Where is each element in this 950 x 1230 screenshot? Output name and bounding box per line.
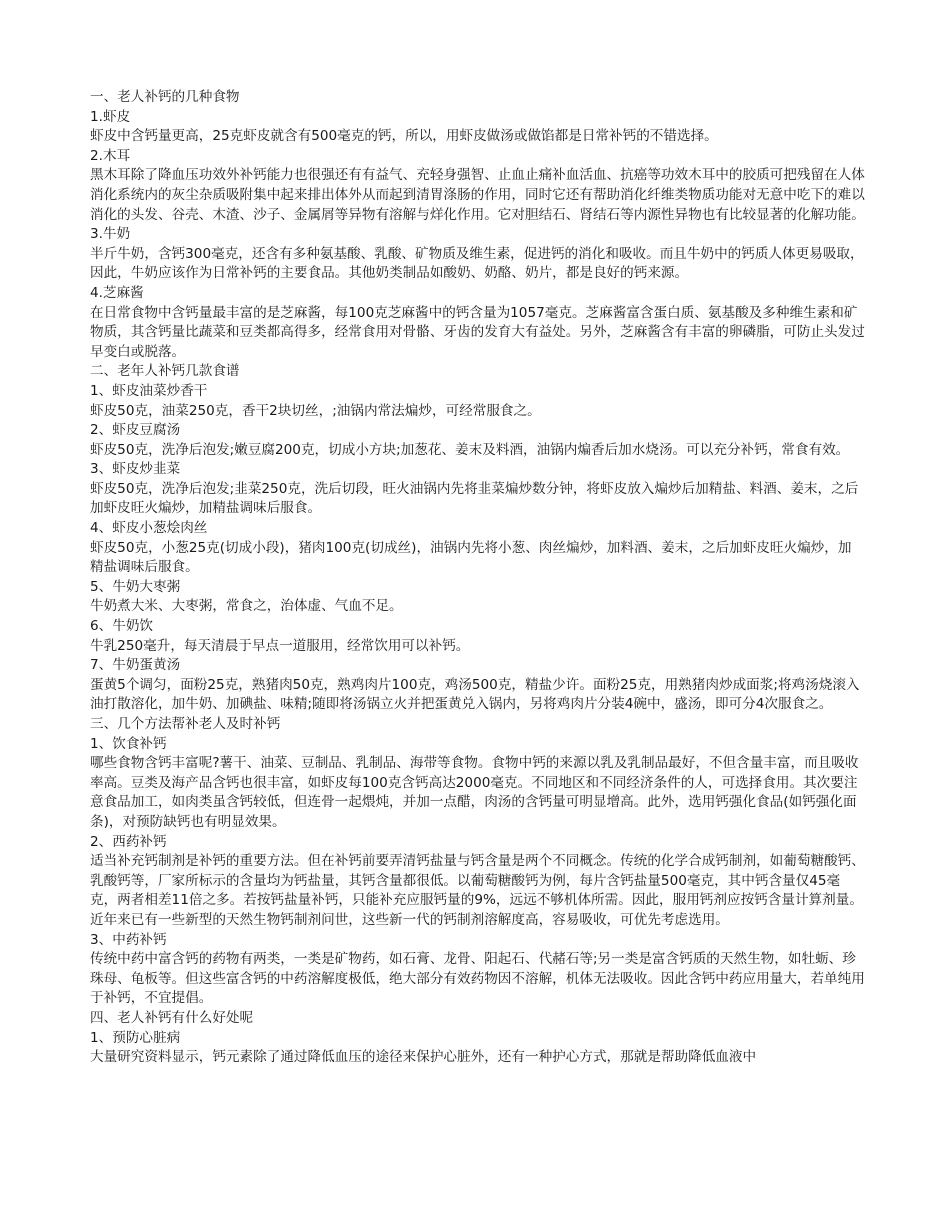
item-heading: 1.虾皮 [90, 108, 131, 125]
item-heading: 7、牛奶蛋黄汤 [90, 657, 181, 674]
paragraph: 虾皮50克，洗净后泡发;韭菜250克，洗后切段，旺火油锅内先将韭菜煸炒数分钟，将虾皮放入煸炒后加精盐、料酒、姜末，之后加虾皮旺火煸炒，加精盐调味后服食。 [90, 480, 859, 517]
item-heading: 4、虾皮小葱烩肉丝 [90, 520, 208, 537]
paragraph: 牛乳250毫升，每天清晨于早点一道服用，经常饮用可以补钙。 [90, 637, 470, 654]
paragraph: 蛋黄5个调匀，面粉25克，熟猪肉50克，熟鸡肉片100克，鸡汤500克，精盐少许。面粉25克，用熟猪肉炒成面浆;将鸡汤烧滚入油打散溶化，加牛奶、加碘盐、味精;随即将汤锅立火并把蛋黄兑入锅内，另将鸡肉片分装4碗中，盛汤，即可分4次服食之。 [90, 676, 860, 713]
item-heading: 1、饮食补钙 [90, 735, 167, 752]
item-heading: 1、虾皮油菜炒香干 [90, 382, 208, 399]
paragraph: 虾皮中含钙量更高，25克虾皮就含有500毫克的钙，所以，用虾皮做汤或做馅都是日常补钙的不错选择。 [90, 128, 718, 145]
item-heading: 3.牛奶 [90, 226, 131, 243]
paragraph: 在日常食物中含钙量最丰富的是芝麻酱，每100克芝麻酱中的钙含量为1057毫克。芝麻酱富含蛋白质、氨基酸及多种维生素和矿物质，其含钙量比蔬菜和豆类都高得多，经常食用对骨骼、牙齿的发育大有益处。另外，芝麻酱含有丰富的卵磷脂，可防止头发过早变白或脱落。 [90, 304, 865, 360]
paragraph: 哪些食物含钙丰富呢?薯干、油菜、豆制品、乳制品、海带等食物。食物中钙的来源以乳及乳制品最好，不但含量丰富，而且吸收率高。豆类及海产品含钙也很丰富，如虾皮每100克含钙高达2000毫克。不同地区和不同经济条件的人，可选择食用。其次要注意食品加工，如肉类虽含钙较低，但连骨一起煨炖，并加一点醋，肉汤的含钙量可明显增高。此外，选用钙强化食品(如钙强化面条)，对预防缺钙也有明显效果。 [90, 755, 859, 830]
item-heading: 3、虾皮炒韭菜 [90, 461, 181, 478]
item-heading: 2、虾皮豆腐汤 [90, 422, 181, 439]
paragraph: 传统中药中富含钙的药物有两类，一类是矿物药，如石膏、龙骨、阳起石、代赭石等;另一类是富含钙质的天然生物，如牡蛎、珍珠母、龟板等。但这些富含钙的中药溶解度极低，绝大部分有效药物因不溶解，机体无法吸收。因此含钙中药应用量大，若单纯用于补钙，不宜提倡。 [90, 951, 865, 1007]
paragraph: 虾皮50克，洗净后泡发;嫩豆腐200克，切成小方块;加葱花、姜末及料酒，油锅内煸香后加水烧汤。可以充分补钙，常食有效。 [90, 441, 850, 458]
item-heading: 2.木耳 [90, 147, 131, 164]
section-heading: 三、几个方法帮补老人及时补钙 [90, 716, 281, 732]
item-heading: 2、西药补钙 [90, 833, 167, 850]
document-body [90, 88, 865, 1068]
item-heading: 6、牛奶饮 [90, 618, 154, 635]
paragraph: 近年来已有一些新型的天然生物钙制剂问世，这些新一代的钙制剂溶解度高，容易吸收，可优先考虑选用。 [90, 911, 729, 928]
paragraph: 半斤牛奶，含钙300毫克，还含有多种氨基酸、乳酸、矿物质及维生素，促进钙的消化和吸收。而且牛奶中的钙质人体更易吸取，因此，牛奶应该作为日常补钙的主要食品。其他奶类制品如酸奶、奶酪、奶片，都是良好的钙来源。 [90, 245, 864, 282]
paragraph: 虾皮50克，油菜250克，香干2块切丝，;油锅内常法煸炒，可经常服食之。 [90, 402, 541, 419]
item-heading: 5、牛奶大枣粥 [90, 578, 181, 595]
paragraph: 虾皮50克，小葱25克(切成小段)，猪肉100克(切成丝)，油锅内先将小葱、肉丝煸炒，加料酒、姜末，之后加虾皮旺火煸炒，加精盐调味后服食。 [90, 539, 852, 576]
section-heading: 一、老人补钙的几种食物 [90, 89, 240, 105]
paragraph: 黑木耳除了降血压功效外补钙能力也很强还有有益气、充轻身强智、止血止痛补血活血、抗癌等功效木耳中的胶质可把残留在人体消化系统内的灰尘杂质吸附集中起来排出体外从而起到清胃涤肠的作用，同时它还有帮助消化纤维类物质功能对无意中吃下的难以消化的头发、谷壳、木渣、沙子、金属屑等异物有溶解与烊化作用。它对胆结石、肾结石等内源性异物也有比较显著的化解功能。 [90, 167, 865, 223]
section-heading: 四、老人补钙有什么好处呢 [90, 1009, 254, 1026]
paragraph: 大量研究资料显示，钙元素除了通过降低血压的途径来保护心脏外，还有一种护心方式，那就是帮助降低血液中 [90, 1049, 757, 1066]
section-heading: 二、老年人补钙几款食谱 [90, 363, 240, 380]
paragraph: 适当补充钙制剂是补钙的重要方法。但在补钙前要弄清钙盐量与钙含量是两个不同概念。传统的化学合成钙制剂，如葡萄糖酸钙、乳酸钙等，厂家所标示的含量均为钙盐量，其钙含量都很低。以葡萄糖酸钙为例，每片含钙盐量500毫克，其中钙含量仅45毫克，两者相差11倍之多。若按钙盐量补钙，只能补充应服钙量的9%，远远不够机体所需。因此，服用钙剂应按钙含量计算剂量。 [90, 853, 865, 909]
paragraph: 牛奶煮大米、大枣粥，常食之，治体虚、气血不足。 [90, 598, 403, 615]
item-heading: 4.芝麻酱 [90, 284, 144, 301]
item-heading: 1、预防心脏病 [90, 1029, 181, 1046]
item-heading: 3、中药补钙 [90, 931, 167, 948]
